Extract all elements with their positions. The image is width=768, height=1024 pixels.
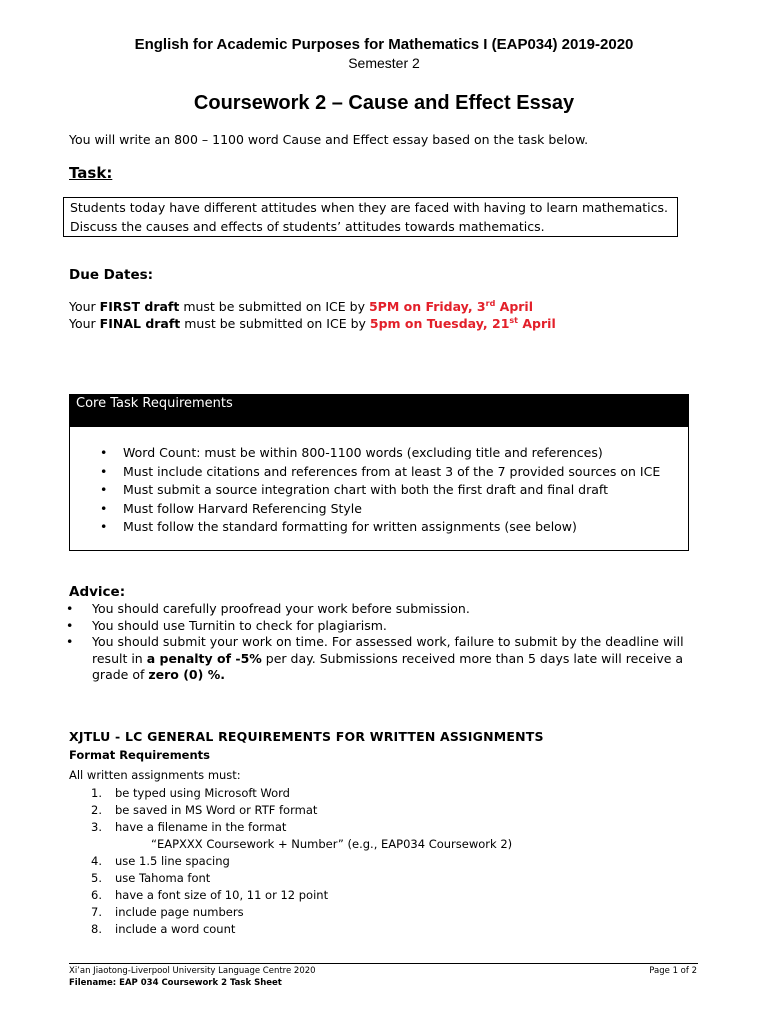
format-requirement-item: 3. have a filename in the format: [91, 820, 287, 834]
task-line-1: Students today have different attitudes when they are faced with having to learn mathematics.: [70, 200, 668, 215]
task-heading: Task:: [69, 164, 113, 182]
format-requirement-item: 6. have a font size of 10, 11 or 12 point: [91, 888, 329, 902]
page-title: Coursework 2 – Cause and Effect Essay: [193, 92, 575, 114]
core-requirement-item: • Must submit a source integration chart with both the first draft and final draft: [100, 481, 660, 500]
format-requirements-list: [91, 785, 512, 938]
semester-label: Semester 2: [348, 55, 420, 71]
advice-item: • You should use Turnitin to check for plagiarism.: [64, 618, 704, 635]
format-requirement-item: 5. use Tahoma font: [91, 871, 211, 885]
format-requirement-item: 1. be typed using Microsoft Word: [91, 786, 290, 800]
format-requirement-item: 7. include page numbers: [91, 905, 244, 919]
advice-item: • You should submit your work on time. For assessed work, failure to submit by the deadline will result in a penalty of -5% per day. Submissions received more than 5 days late will receive a grade of zero (0) %.: [64, 634, 704, 684]
core-requirement-item: • Must include citations and references from at least 3 of the 7 provided sources on ICE: [100, 463, 660, 482]
filename-format-example: “EAPXXX Coursework + Number” (e.g., EAP034 Coursework 2): [151, 837, 513, 851]
format-requirement-item: 2. be saved in MS Word or RTF format: [91, 803, 318, 817]
format-requirements-heading: Format Requirements: [69, 748, 211, 762]
format-requirement-item: 4. use 1.5 line spacing: [91, 854, 230, 868]
first-draft-due: Your FIRST draft must be submitted on ICE by 5PM on Friday, 3rd April: [69, 298, 534, 314]
advice-list: [64, 601, 704, 684]
intro-text: You will write an 800 – 1100 word Cause and Effect essay based on the task below.: [69, 132, 589, 147]
advice-item: • You should carefully proofread your work before submission.: [64, 601, 704, 618]
core-requirements-heading: Core Task Requirements: [69, 394, 689, 427]
core-requirement-item: • Must follow the standard formatting for written assignments (see below): [100, 518, 660, 537]
task-box: [63, 197, 678, 237]
footer-divider: [69, 963, 698, 964]
core-requirements-list: [100, 444, 660, 537]
core-requirement-item: • Must follow Harvard Referencing Style: [100, 500, 660, 519]
requirements-lead: All written assignments must:: [69, 768, 241, 782]
core-requirement-item: • Word Count: must be within 800-1100 words (excluding title and references): [100, 444, 660, 463]
due-dates-heading: Due Dates:: [69, 267, 154, 283]
final-draft-due: Your FINAL draft must be submitted on ICE by 5pm on Tuesday, 21st April: [69, 315, 556, 331]
footer-filename: Filename: EAP 034 Coursework 2 Task Sheet: [69, 978, 282, 988]
course-header: English for Academic Purposes for Mathematics I (EAP034) 2019-2020: [134, 36, 634, 53]
page-number: Page 1 of 2: [649, 966, 697, 976]
footer-institution: Xi’an Jiaotong-Liverpool University Language Centre 2020: [69, 966, 316, 976]
advice-heading: Advice:: [69, 584, 126, 600]
general-requirements-heading: XJTLU - LC GENERAL REQUIREMENTS FOR WRITTEN ASSIGNMENTS: [69, 729, 544, 744]
core-requirements-box: [69, 427, 689, 551]
task-line-2: Discuss the causes and effects of students’ attitudes towards mathematics.: [70, 219, 545, 234]
format-requirement-item: 8. include a word count: [91, 922, 236, 936]
